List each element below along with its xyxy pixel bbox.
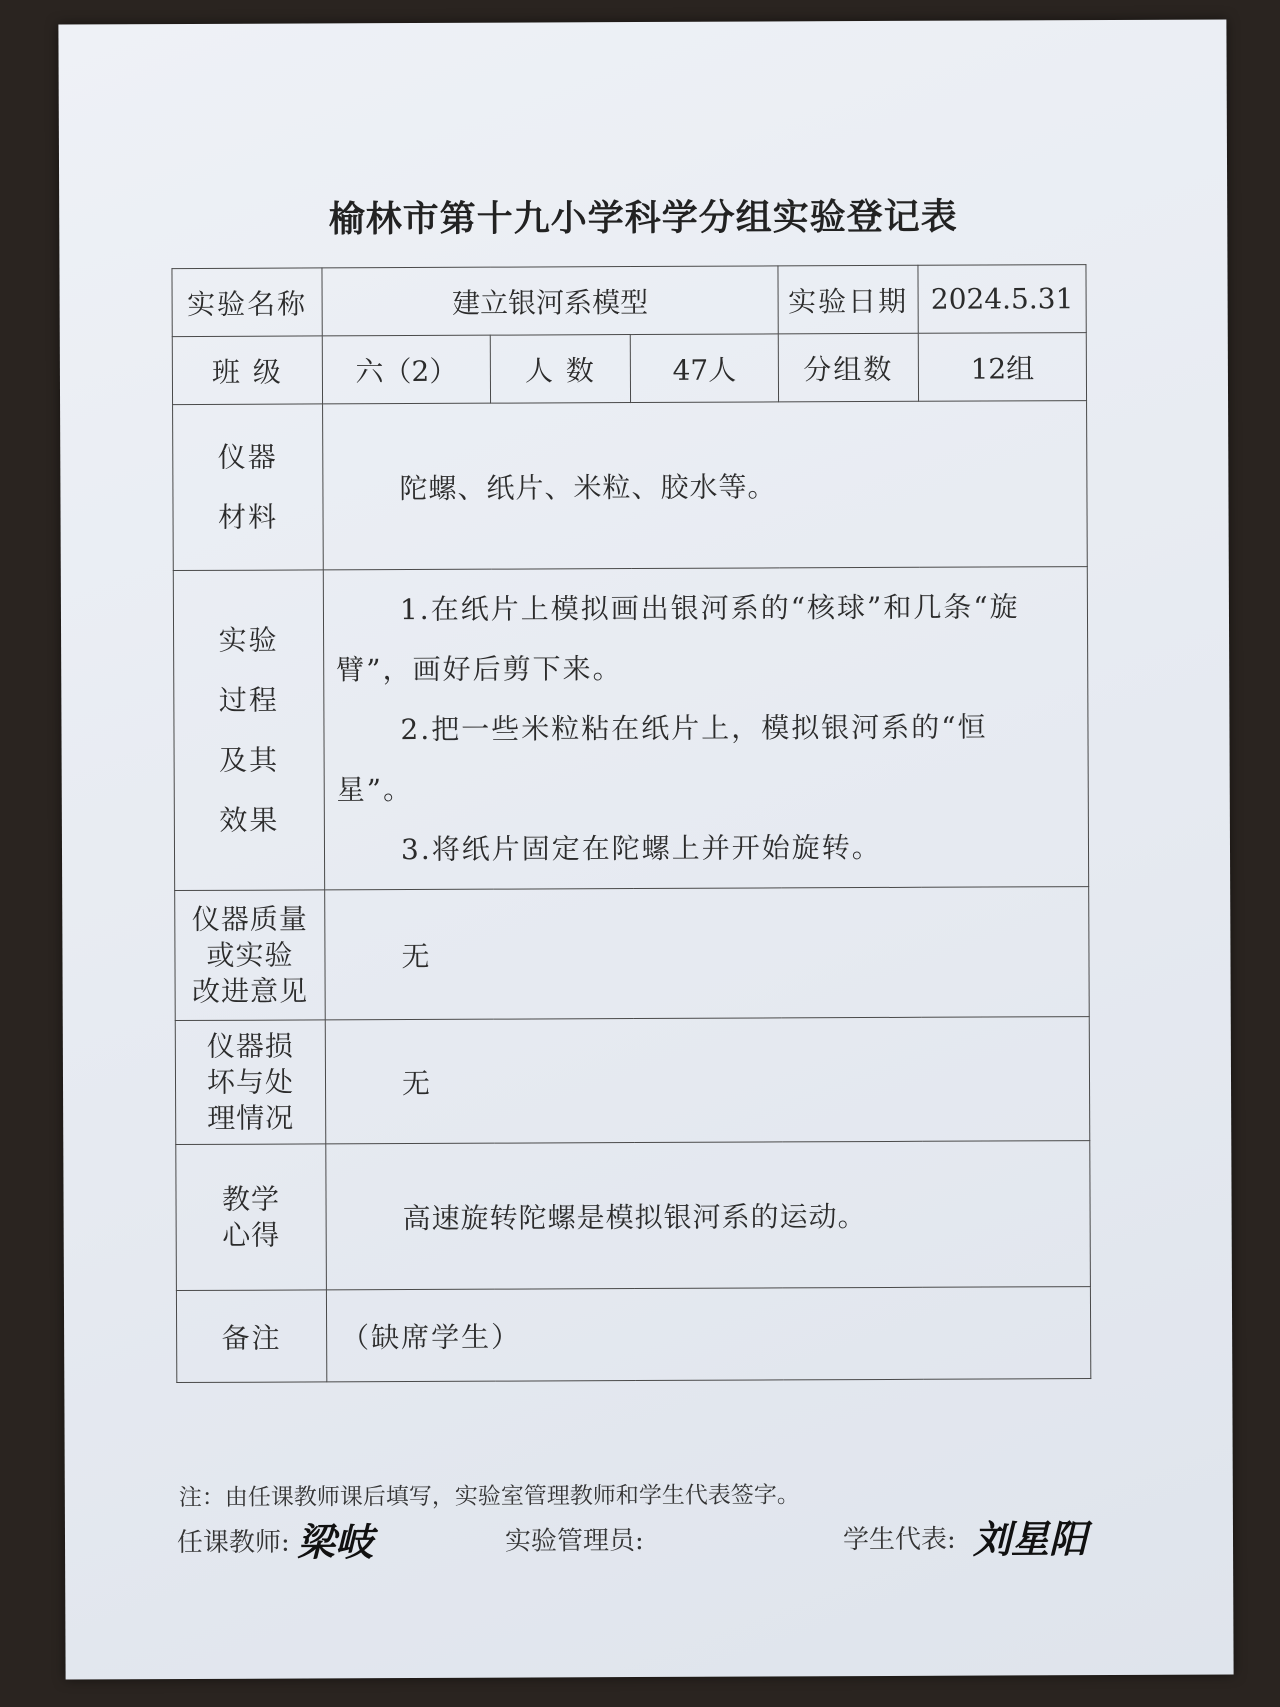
process-label-line: 及其: [219, 743, 280, 777]
materials-label: [173, 404, 324, 571]
quality-label-line: 仪器质量: [191, 901, 308, 936]
table-row: [175, 1017, 1090, 1145]
remark-value: （缺席学生）: [326, 1287, 1090, 1382]
damage-value: 无: [325, 1017, 1090, 1144]
table-row: [173, 401, 1088, 571]
process-step-3: 3.将纸片固定在陀螺上并开始旋转。: [400, 830, 882, 866]
process-label-line: 实验: [218, 623, 279, 657]
student-label: 学生代表:: [842, 1524, 956, 1556]
table-row: [176, 1287, 1090, 1383]
class-value: 六（2）: [322, 335, 490, 404]
admin-label: 实验管理员:: [504, 1526, 644, 1557]
quality-value: 无: [325, 887, 1090, 1020]
registration-table: [171, 264, 1091, 1383]
table-row: [173, 567, 1088, 891]
insight-label: [176, 1144, 327, 1291]
damage-label-line: 仪器损: [206, 1029, 294, 1063]
teacher-signature: 梁岐: [296, 1520, 374, 1565]
insight-label-line: 心得: [222, 1218, 281, 1252]
quality-label: [175, 890, 326, 1021]
materials-label-line: 材料: [217, 500, 279, 534]
damage-label: [175, 1020, 326, 1145]
people-label: 人 数: [490, 335, 630, 404]
process-step-2: 2.把一些米粒粘在纸片上，模拟银河系的“恒星”。: [336, 710, 988, 806]
table-row: [176, 1141, 1091, 1291]
insight-value: 高速旋转陀螺是模拟银河系的运动。: [326, 1141, 1091, 1290]
paper-sheet: [58, 19, 1233, 1679]
process-label: [173, 570, 324, 891]
footnote: 注：由任课教师课后填写，实验室管理教师和学生代表签字。: [178, 1482, 800, 1512]
experiment-date-value: 2024.5.31: [918, 265, 1086, 334]
damage-label-line: 坏与处: [206, 1065, 295, 1099]
people-value: 47人: [630, 334, 778, 403]
experiment-name-label: 实验名称: [172, 268, 322, 337]
process-step-1: 1.在纸片上模拟画出银河系的“核球”和几条“旋臂”，画好后剪下来。: [336, 589, 1020, 686]
form-title: 榆林市第十九小学科学分组实验登记表: [328, 195, 958, 241]
groups-label: 分组数: [778, 333, 918, 402]
groups-value: 12组: [918, 333, 1086, 402]
quality-label-line: 或实验: [206, 938, 294, 972]
class-label: 班 级: [172, 336, 322, 405]
remark-label: 备注: [176, 1290, 326, 1383]
experiment-name-value: 建立银河系模型: [322, 266, 778, 336]
process-content: [323, 567, 1088, 890]
student-signature: 刘星阳: [972, 1517, 1088, 1562]
quality-label-line: 改进意见: [192, 973, 309, 1008]
experiment-date-label: 实验日期: [778, 265, 918, 334]
insight-label-line: 教学: [221, 1182, 281, 1216]
materials-label-line: 仪器: [217, 440, 278, 474]
materials-value: 陀螺、纸片、米粒、胶水等。: [323, 401, 1088, 570]
process-label-line: 过程: [218, 683, 279, 717]
process-label-line: 效果: [219, 803, 280, 837]
damage-label-line: 理情况: [207, 1101, 295, 1135]
teacher-label: 任课教师:: [176, 1527, 290, 1559]
table-row: [175, 887, 1090, 1021]
signature-row: [65, 1517, 1233, 1565]
table-row: [172, 333, 1086, 405]
table-row: [172, 265, 1086, 337]
